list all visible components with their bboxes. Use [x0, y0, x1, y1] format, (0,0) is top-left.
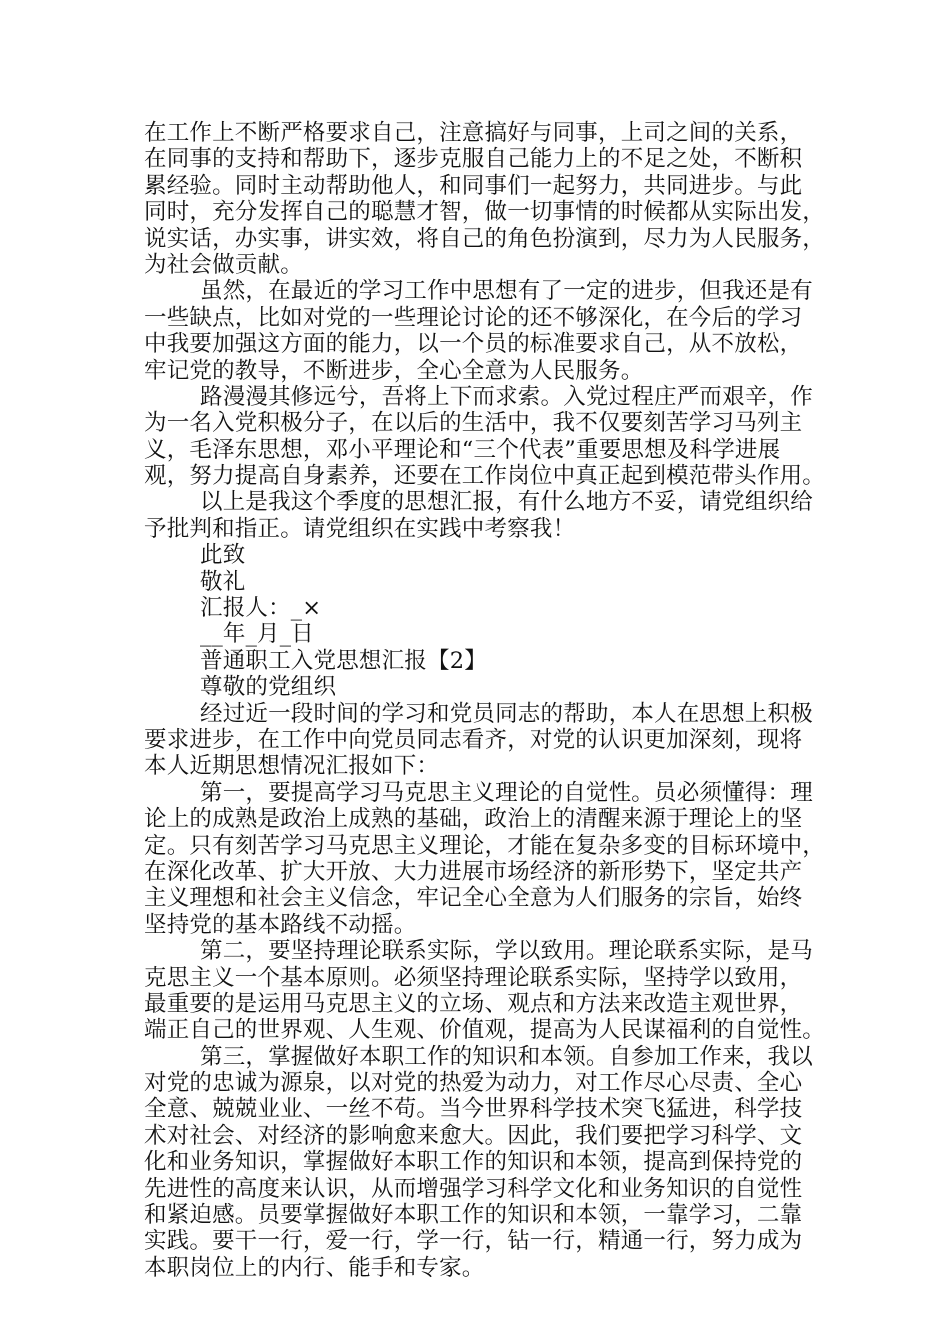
- text-line: 第三，掌握做好本职工作的知识和本领。自参加工作来，我以: [200, 1043, 813, 1070]
- text-line: 虽然，在最近的学习工作中思想有了一定的进步，但我还是有: [200, 278, 813, 305]
- text-line: __年_月_日: [200, 621, 314, 648]
- text-line: 予批判和指正。请党组织在实践中考察我！: [144, 515, 576, 542]
- text-line: 全意、兢兢业业、一丝不苟。当今世界科学技术突飞猛进，科学技: [144, 1096, 803, 1123]
- text-line: 在深化改革、扩大开放、大力进展市场经济的新形势下，坚定共产: [144, 858, 803, 885]
- text-line: 在同事的支持和帮助下，逐步克服自己能力上的不足之处，不断积: [144, 146, 803, 173]
- text-line: 一些缺点，比如对党的一些理论讨论的还不够深化，在今后的学习: [144, 304, 803, 331]
- text-line: 敬礼: [200, 568, 246, 595]
- text-line: 第二，要坚持理论联系实际，学以致用。理论联系实际，是马: [200, 938, 813, 965]
- text-line: 经过近一段时间的学习和党员同志的帮助，本人在思想上积极: [200, 700, 813, 727]
- text-line: 先进性的高度来认识，从而增强学习科学文化和业务知识的自觉性: [144, 1175, 803, 1202]
- text-line: 要求进步，在工作中向党员同志看齐，对党的认识更加深刻，现将: [144, 726, 803, 753]
- text-line: 在工作上不断严格要求自己，注意搞好与同事，上司之间的关系，: [144, 120, 803, 146]
- text-line: 对党的忠诚为源泉，以对党的热爱为动力，对工作尽心尽责、全心: [144, 1070, 803, 1097]
- text-line: 和紧迫感。员要掌握做好本职工作的知识和本领，一靠学习，二靠: [144, 1202, 803, 1229]
- text-line: 为一名入党积极分子，在以后的生活中，我不仅要刻苦学习马列主: [144, 410, 803, 437]
- document-body: [144, 120, 826, 1281]
- text-line: 此致: [200, 542, 246, 569]
- text-line: 端正自己的世界观、人生观、价值观，提高为人民谋福利的自觉性。: [144, 1017, 826, 1044]
- text-line: 定。只有刻苦学习马克思主义理论，才能在复杂多变的目标环境中，: [144, 832, 826, 859]
- text-line: 中我要加强这方面的能力，以一个员的标准要求自己，从不放松，: [144, 331, 803, 358]
- text-line: 最重要的是运用马克思主义的立场、观点和方法来改造主观世界，: [144, 990, 803, 1017]
- text-line: 同时，充分发挥自己的聪慧才智，做一切事情的时候都从实际出发，: [144, 199, 826, 226]
- text-line: 牢记党的教导，不断进步，全心全意为人民服务。: [144, 357, 644, 384]
- text-line: 说实话，办实事，讲实效，将自己的角色扮演到，尽力为人民服务，: [144, 225, 826, 252]
- text-line: 主义理想和社会主义信念，牢记全心全意为人们服务的宗旨，始终: [144, 885, 803, 912]
- text-line: 路漫漫其修远兮，吾将上下而求索。入党过程庄严而艰辛，作: [200, 383, 813, 410]
- text-line: 以上是我这个季度的思想汇报，有什么地方不妥，请党组织给: [200, 489, 813, 516]
- text-line: 术对社会、对经济的影响愈来愈大。因此，我们要把学习科学、文: [144, 1122, 803, 1149]
- text-line: 本职岗位上的内行、能手和专家。: [144, 1254, 485, 1281]
- text-line: 普通职工入党思想汇报【2】: [200, 647, 487, 674]
- text-line: 尊敬的党组织: [200, 674, 337, 701]
- text-line: 实践。要干一行，爱一行，学一行，钻一行，精通一行，努力成为: [144, 1228, 803, 1255]
- text-line: 汇报人：_×: [200, 595, 322, 622]
- text-line: 本人近期思想情况汇报如下：: [144, 753, 440, 780]
- text-line: 第一，要提高学习马克思主义理论的自觉性。员必须懂得：理: [200, 779, 813, 806]
- text-line: 为社会做贡献。: [144, 251, 303, 278]
- text-line: 义，毛泽东思想，邓小平理论和“三个代表”重要思想及科学进展: [144, 436, 781, 463]
- text-line: 坚持党的基本路线不动摇。: [144, 911, 417, 938]
- text-line: 观，努力提高自身素养，还要在工作岗位中真正起到模范带头作用。: [144, 463, 826, 490]
- text-line: 化和业务知识，掌握做好本职工作的知识和本领，提高到保持党的: [144, 1149, 803, 1176]
- text-line: 论上的成熟是政治上成熟的基础，政治上的清醒来源于理论上的坚: [144, 806, 803, 833]
- text-line: 克思主义一个基本原则。必须坚持理论联系实际，坚持学以致用，: [144, 964, 803, 991]
- text-line: 累经验。同时主动帮助他人，和同事们一起努力，共同进步。与此: [144, 172, 803, 199]
